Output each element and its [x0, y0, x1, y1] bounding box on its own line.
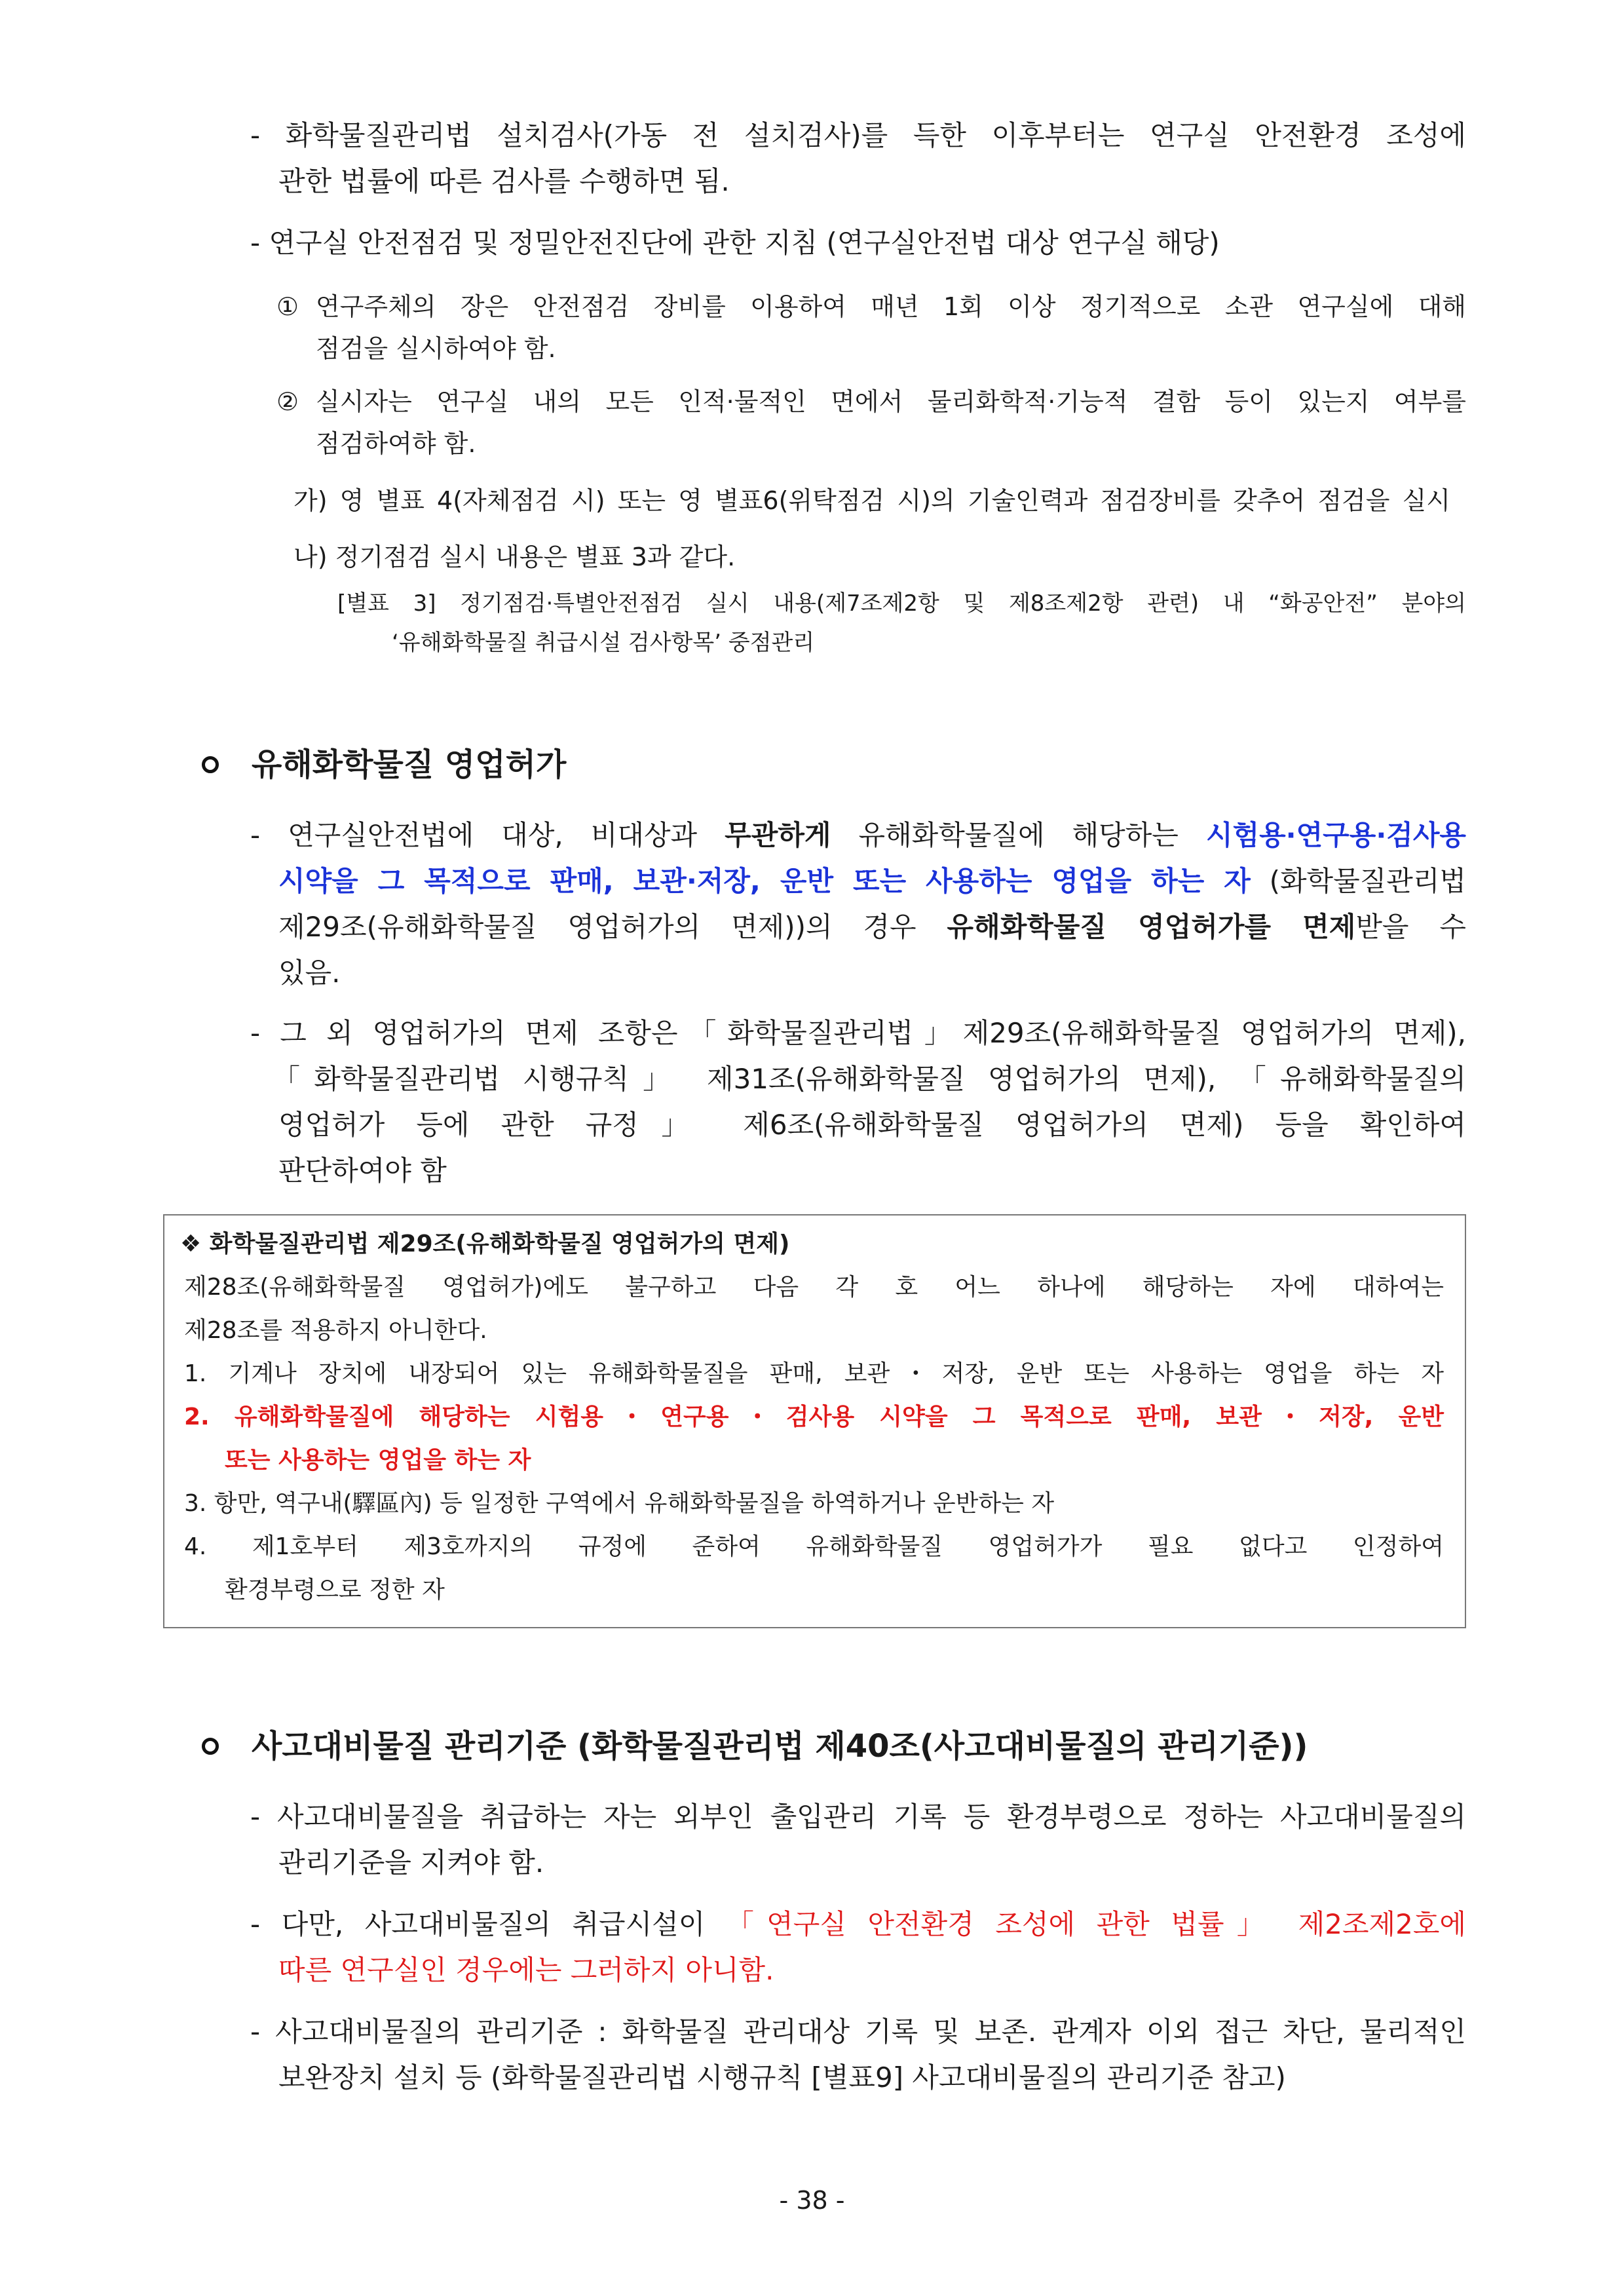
sec2-p2-line-1: - 다만, 사고대비물질의 취급시설이 「연구실 안전환경 조성에 관한 법률」 제2조제2호에 [250, 1908, 1466, 1940]
sec1-p2-line-3: 영업허가 등에 관한 규정」 제6조(유해화학물질 영업허가의 면제) 등을 확인하여 [278, 1109, 1466, 1141]
circle-num-2: ② [276, 387, 299, 416]
sec2-p3-line-1: - 사고대비물질의 관리기준 : 화학물질 관리대상 기록 및 보존. 관계자 이외 접근 차단, 물리적인 [250, 2016, 1466, 2048]
sec2-p1-line-2: 관리기준을 지켜야 함. [278, 1846, 544, 1879]
sec1-p2-line-1: - 그 외 영업허가의 면제 조항은「화학물질관리법」제29조(유해화학물질 영업허가의 면제), [250, 1017, 1466, 1049]
law-box-line-1: 제28조(유해화학물질 영업허가)에도 불구하고 다음 각 호 어느 하나에 해당하는 자에 대하여는 [184, 1274, 1444, 1301]
law-box-title: ❖ 화학물질관리법 제29조(유해화학물질 영업허가의 면제) [180, 1231, 790, 1257]
top-line-2: - 연구실 안전점검 및 정밀안전진단에 관한 지침 (연구실안전법 대상 연구실 해당) [250, 227, 1220, 259]
law-box-item-2-line-a: 2. 유해화학물질에 해당하는 시험용・연구용・검사용 시약을 그 목적으로 판매, 보관・저장, 운반 [184, 1404, 1444, 1430]
top-line-1a: - 화학물질관리법 설치검사(가동 전 설치검사)를 득한 이후부터는 연구실 안전환경 조성에 [250, 119, 1466, 151]
law-box-item-4-line-b: 환경부령으로 정한 자 [225, 1577, 445, 1603]
section-bullet-icon [202, 1738, 219, 1755]
sec2-p3-line-2: 보완장치 설치 등 (화학물질관리법 시행규칙 [별표9] 사고대비물질의 관리기준 참고) [278, 2061, 1286, 2094]
sec1-p2-line-2: 「화학물질관리법 시행규칙」 제31조(유해화학물질 영업허가의 면제), 「유해화학물질의 [273, 1063, 1466, 1095]
sec2-p1-line-1: - 사고대비물질을 취급하는 자는 외부인 출입관리 기록 등 환경부령으로 정하는 사고대비물질의 [250, 1801, 1466, 1833]
section-bullet-icon [202, 756, 219, 773]
top-line-1b: 관한 법률에 따른 검사를 수행하면 됨. [278, 165, 730, 197]
item-2-line-b: 점검하여햐 함. [316, 429, 476, 458]
section-1-title: 유해화학물질 영업허가 [252, 746, 567, 783]
circle-num-1: ① [276, 292, 299, 321]
sec1-p1-line-3: 제29조(유해화학물질 영업허가의 면제))의 경우 유해화학물질 영업허가를 면제받을 수 [278, 911, 1466, 943]
sec2-p2-line-2: 따른 연구실인 경우에는 그러하지 아니함. [278, 1954, 774, 1986]
page-number: - 38 - [779, 2186, 845, 2215]
sub-item-ga: 가) 영 별표 4(자체점검 시) 또는 영 별표6(위탁점검 시)의 기술인력과 점검장비를 갖추어 점검을 실시 [293, 486, 1450, 515]
sec1-p2-line-4: 판단하여야 함 [278, 1155, 447, 1187]
law-box-item-2-line-b: 또는 사용하는 영업을 하는 자 [225, 1447, 531, 1474]
section-2-title: 사고대비물질 관리기준 (화학물질관리법 제40조(사고대비물질의 관리기준)) [252, 1728, 1308, 1765]
law-box-item-3: 3. 항만, 역구내(驛區內) 등 일정한 구역에서 유해화학물질을 하역하거나 운반하는 자 [184, 1490, 1055, 1517]
reference-line-2: ‘유해화학물질 취급시설 검사항목’ 중점관리 [392, 630, 815, 656]
sec1-p1-line-2: 시약을 그 목적으로 판매, 보관·저장, 운반 또는 사용하는 영업을 하는 자 (화학물질관리법 [278, 865, 1466, 897]
item-1-line-a: 연구주체의 장은 안전점검 장비를 이용하여 매년 1회 이상 정기적으로 소관 연구실에 대해 [316, 292, 1466, 321]
sec1-p1-line-1: - 연구실안전법에 대상, 비대상과 무관하게 유해화학물질에 해당하는 시험용·연구용·검사용 [250, 819, 1466, 851]
sub-item-na: 나) 정기점검 실시 내용은 별표 3과 같다. [293, 543, 736, 571]
sec1-p1-line-4: 있음. [278, 957, 341, 989]
law-box-item-1: 1. 기계나 장치에 내장되어 있는 유해화학물질을 판매, 보관・저장, 운반 또는 사용하는 영업을 하는 자 [184, 1360, 1444, 1387]
item-2-line-a: 실시자는 연구실 내의 모든 인적·물적인 면에서 물리화학적·기능적 결함 등이 있는지 여부를 [316, 387, 1466, 416]
law-box-line-2: 제28조를 적용하지 아니한다. [184, 1317, 487, 1344]
reference-line-1: [별표 3] 정기점검·특별안전점검 실시 내용(제7조제2항 및 제8조제2항 관련) 내 “화공안전” 분야의 [337, 590, 1466, 617]
item-1-line-b: 점검을 실시하여야 함. [316, 334, 556, 363]
law-box-item-4-line-a: 4. 제1호부터 제3호까지의 규정에 준하여 유해화학물질 영업허가가 필요 없다고 인정하여 [184, 1533, 1444, 1560]
